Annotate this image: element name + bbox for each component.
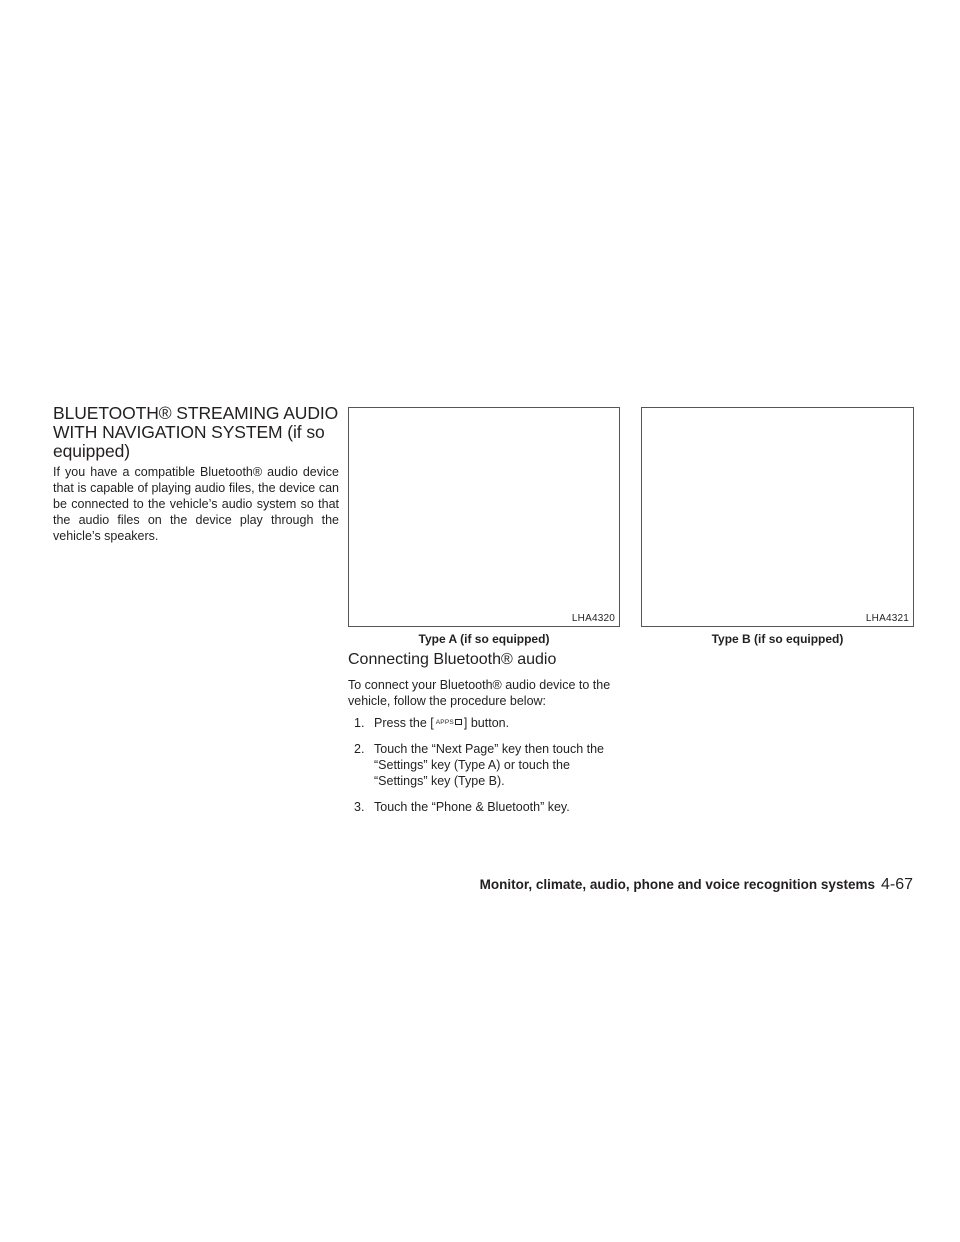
step-item: [348, 799, 622, 815]
apps-icon-label: APPS: [435, 719, 454, 726]
chapter-title: Monitor, climate, audio, phone and voice recognition systems: [479, 877, 875, 892]
page-number: 4-67: [880, 876, 913, 893]
step-text-pre: Press the [: [374, 716, 434, 730]
step-item: [348, 715, 622, 731]
apps-button-icon: [434, 719, 464, 727]
subsection-intro: To connect your Bluetooth® audio device to the vehicle, follow the procedure below:: [348, 678, 611, 708]
figure-caption: Type A (if so equipped): [418, 632, 550, 646]
procedure-steps: [348, 715, 622, 825]
step-text: Touch the “Next Page” key then touch the “Settings” key (Type A) or touch the “Settings” key (Type B).: [374, 742, 604, 788]
figure-type-b: [641, 407, 914, 627]
subsection-title: Connecting Bluetooth® audio: [348, 651, 557, 668]
step-text: Touch the “Phone & Bluetooth” key.: [374, 800, 570, 814]
step-text-post: ] button.: [463, 716, 510, 730]
section-title: BLUETOOTH® STREAMING AUDIO WITH NAVIGATION SYSTEM (if so equipped): [53, 403, 339, 461]
figure-code: LHA4321: [865, 613, 909, 624]
step-number: 2.: [354, 742, 365, 756]
step-number: 3.: [354, 800, 365, 814]
section-intro: If you have a compatible Bluetooth® audio device that is capable of playing audio files, the device can be connected to the vehicle’s audio system so that the audio files on the device play through the vehicle’s speakers.: [53, 465, 339, 543]
page-footer: [480, 876, 913, 894]
apps-icon-box: [455, 719, 462, 725]
step-number: 1.: [354, 716, 365, 730]
figure-type-a: [348, 407, 620, 627]
figure-caption: Type B (if so equipped): [711, 632, 844, 646]
step-item: [348, 741, 622, 789]
figure-code: LHA4320: [571, 613, 615, 624]
